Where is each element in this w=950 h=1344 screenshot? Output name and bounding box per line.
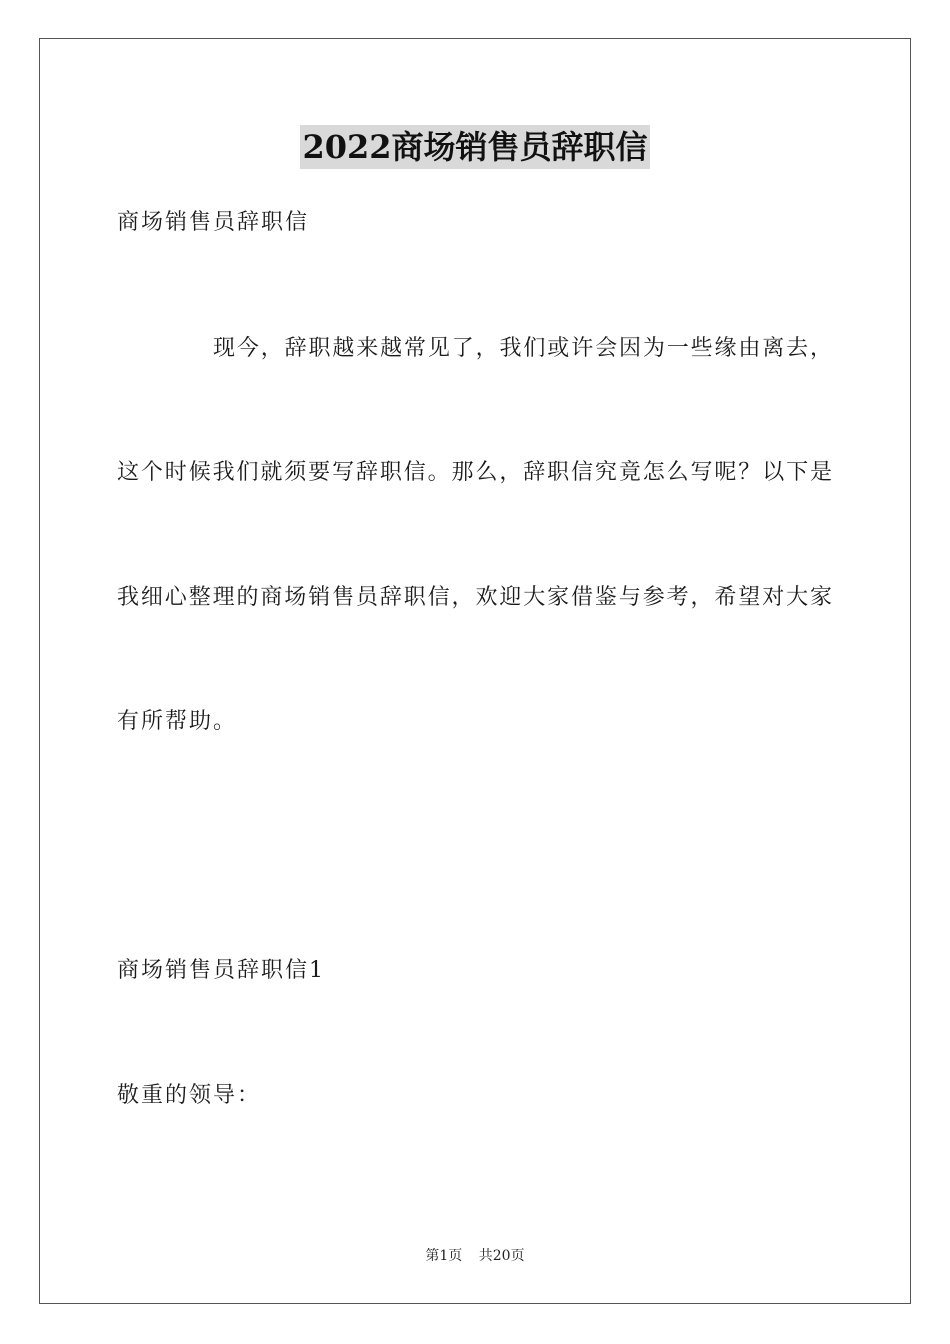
document-title: 2022商场销售员辞职信 — [300, 125, 649, 169]
page-number-current: 第1页 — [425, 1248, 463, 1264]
intro-line-4: 有所帮助。 — [117, 709, 238, 734]
intro-line-3: 我细心整理的商场销售员辞职信，欢迎大家借鉴与参考，希望对大家 — [117, 585, 833, 610]
title-container — [0, 125, 950, 169]
section-heading: 商场销售员辞职信1 — [117, 958, 325, 983]
page-footer — [0, 1246, 950, 1266]
intro-line-2: 这个时候我们就须要写辞职信。那么，辞职信究竟怎么写呢？以下是 — [117, 460, 833, 485]
salutation: 敬重的领导： — [117, 1083, 262, 1108]
document-subtitle: 商场销售员辞职信 — [117, 210, 310, 235]
page-number-total: 共20页 — [478, 1248, 525, 1264]
intro-line-1: 现今，辞职越来越常见了，我们或许会因为一些缘由离去， — [213, 336, 833, 361]
